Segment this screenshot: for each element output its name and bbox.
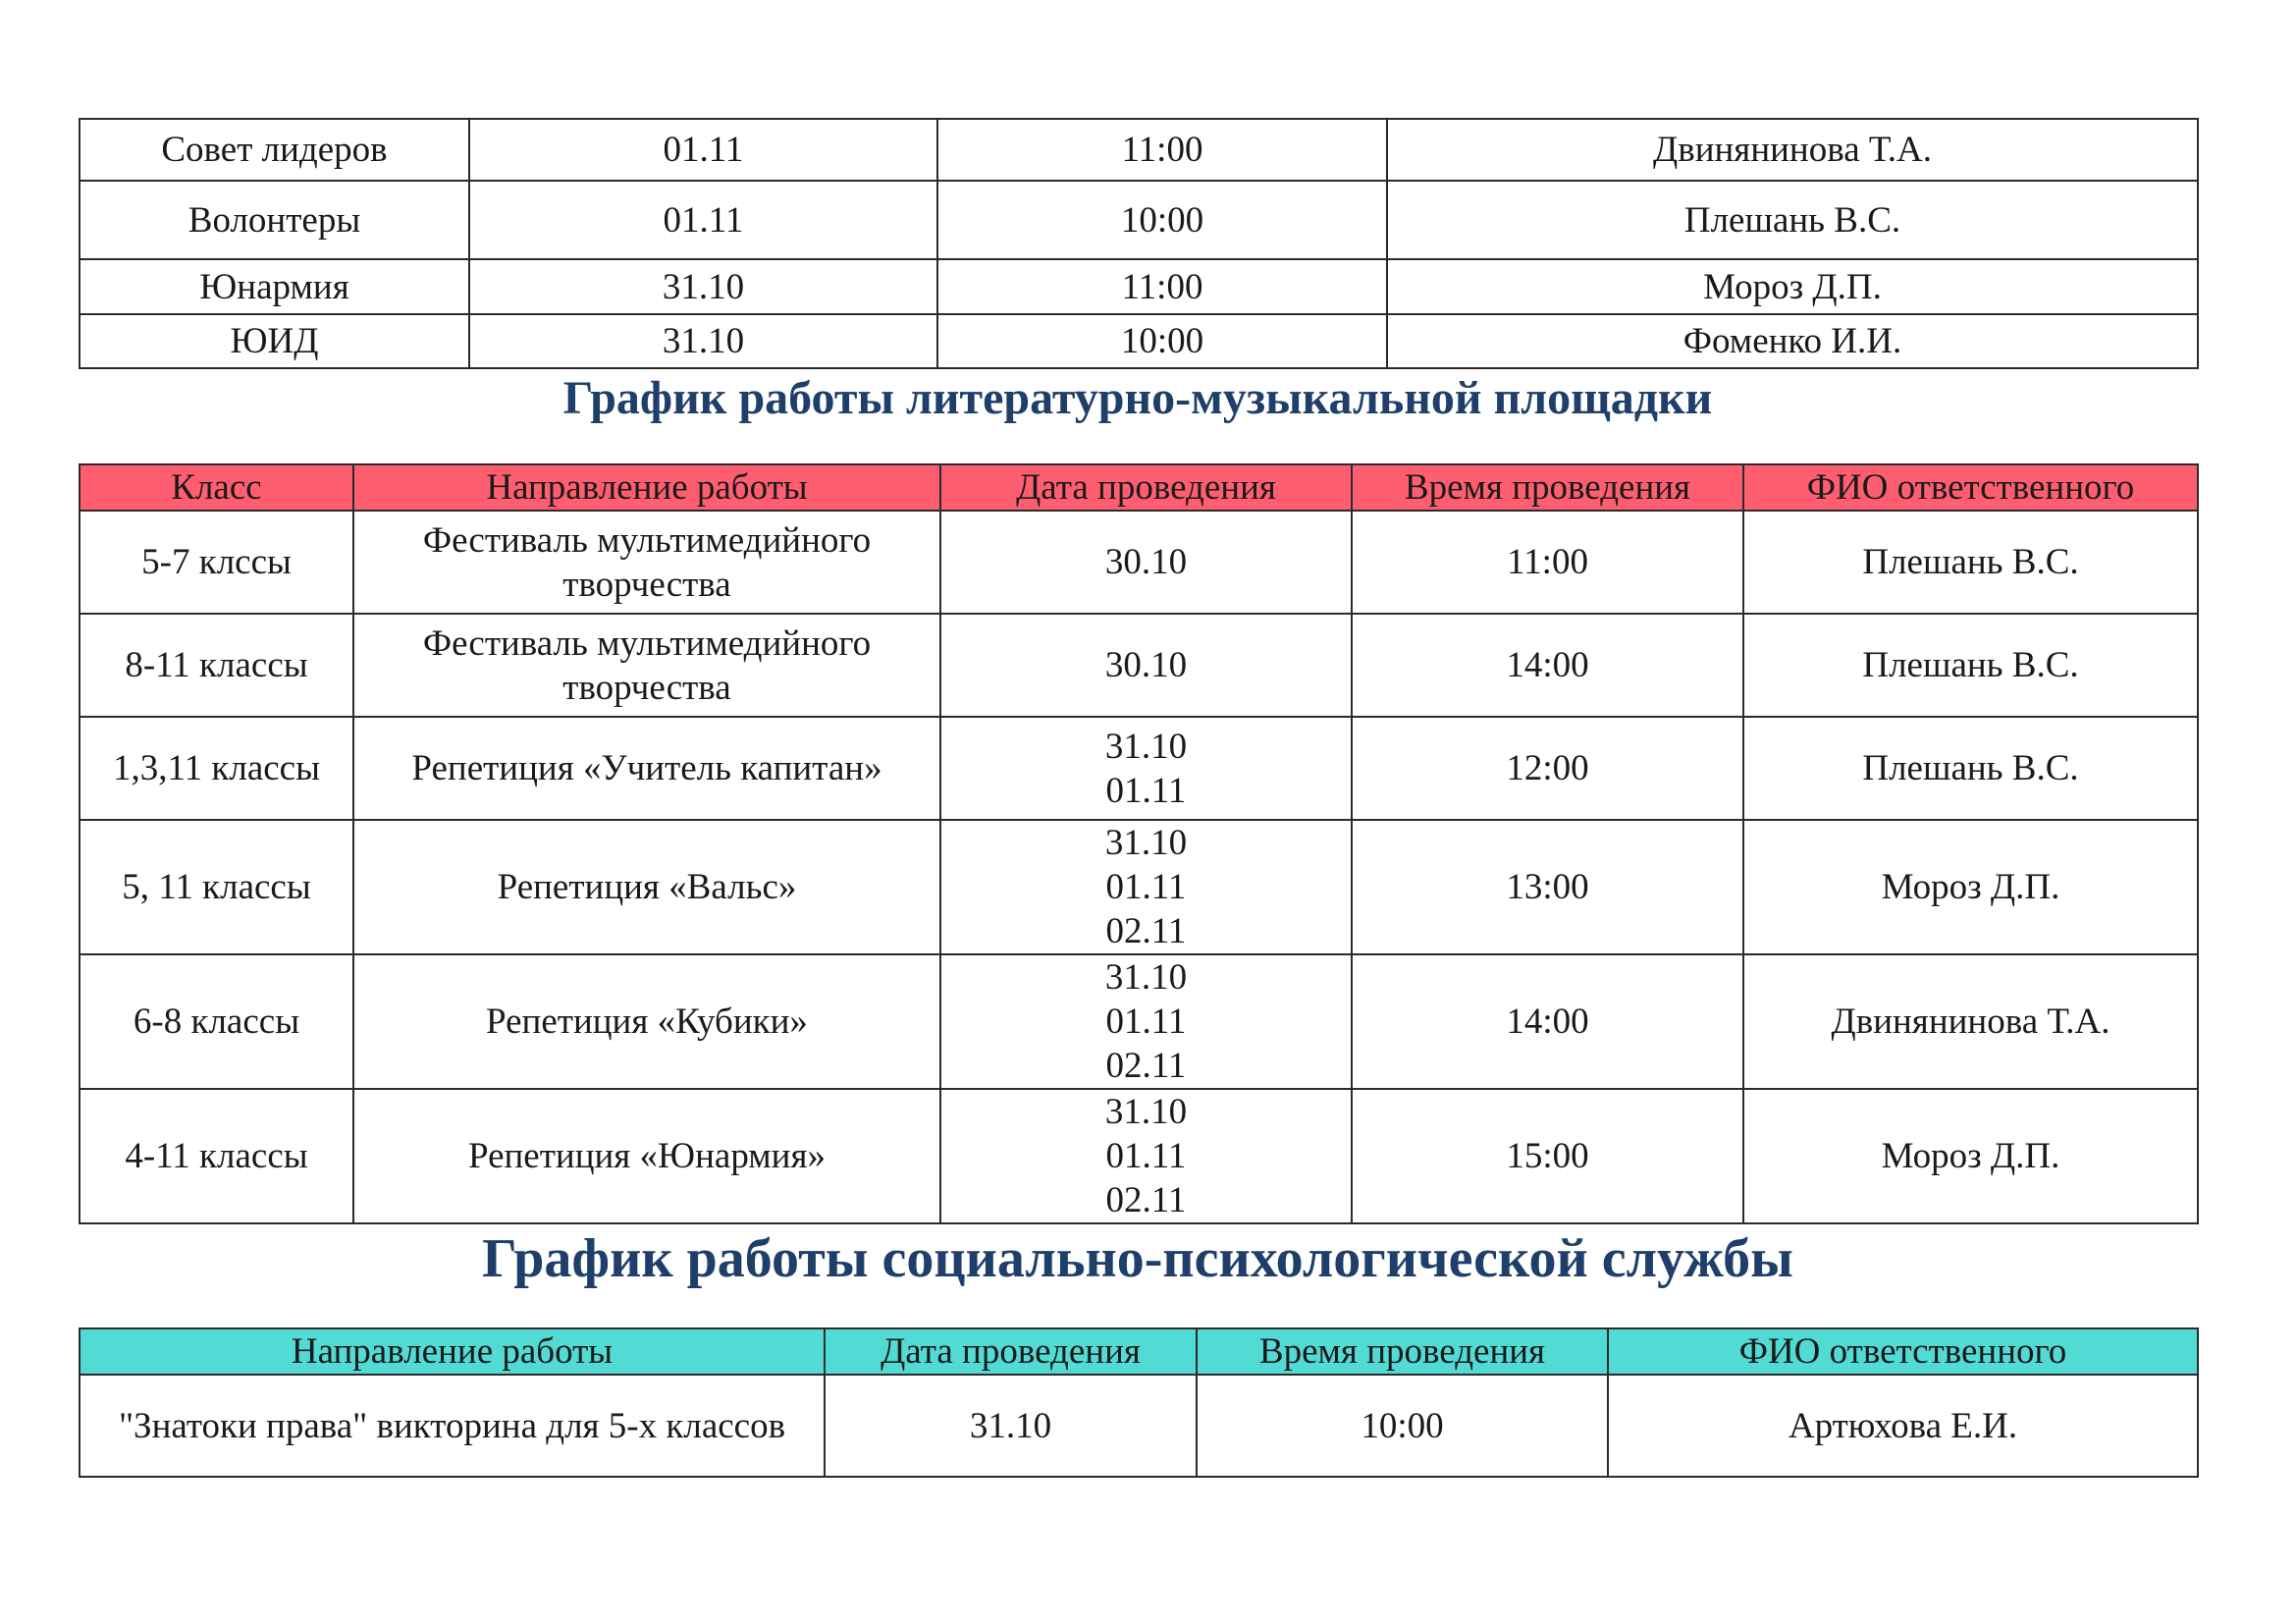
date-cell xyxy=(940,820,1352,954)
club-name-cell: Волонтеры xyxy=(80,181,469,259)
direction-line: Репетиция «Вальс» xyxy=(497,867,797,907)
direction-cell xyxy=(353,1089,940,1223)
club-date-cell: 01.11 xyxy=(469,119,937,181)
club-name-cell: Юнармия xyxy=(80,259,469,314)
date-line: 30.10 xyxy=(1104,542,1188,582)
direction-cell xyxy=(353,954,940,1089)
table-row xyxy=(80,820,2198,954)
direction-cell xyxy=(353,511,940,614)
club-date-cell: 31.10 xyxy=(469,259,937,314)
responsible-cell: Двинянинова Т.А. xyxy=(1743,954,2198,1089)
header-responsible: ФИО ответственного xyxy=(1608,1328,2198,1375)
date-cell: 31.10 xyxy=(825,1375,1197,1477)
responsible-cell: Артюхова Е.И. xyxy=(1608,1375,2198,1477)
time-cell: 14:00 xyxy=(1352,614,1743,717)
direction-line: творчества xyxy=(562,564,731,605)
date-line: 01.11 xyxy=(1105,867,1187,907)
table-row xyxy=(80,511,2198,614)
direction-line: творчества xyxy=(562,667,731,708)
date-cell xyxy=(940,511,1352,614)
direction-cell xyxy=(353,717,940,820)
date-line: 30.10 xyxy=(1104,645,1188,685)
table-row xyxy=(80,1375,2198,1477)
date-cell xyxy=(940,717,1352,820)
direction-line: Фестиваль мультимедийного xyxy=(422,623,872,664)
literary-section-title: График работы литературно-музыкальной площадки xyxy=(562,372,1713,424)
table-row xyxy=(80,259,2198,314)
table-row xyxy=(80,1089,2198,1223)
direction-line: Репетиция «Юнармия» xyxy=(467,1136,826,1176)
date-cell xyxy=(940,954,1352,1089)
date-line: 02.11 xyxy=(1105,1046,1187,1086)
header-class: Класс xyxy=(80,464,353,511)
header-direction: Направление работы xyxy=(353,464,940,511)
club-time-cell: 10:00 xyxy=(937,181,1387,259)
table-row xyxy=(80,717,2198,820)
class-cell: 1,3,11 классы xyxy=(80,717,353,820)
club-responsible-cell: Фоменко И.И. xyxy=(1387,314,2198,368)
club-time-cell: 10:00 xyxy=(937,314,1387,368)
club-responsible-cell: Мороз Д.П. xyxy=(1387,259,2198,314)
club-name-cell: ЮИД xyxy=(80,314,469,368)
table-header-row xyxy=(80,1328,2198,1375)
time-cell: 12:00 xyxy=(1352,717,1743,820)
time-cell: 10:00 xyxy=(1197,1375,1608,1477)
date-line: 01.11 xyxy=(1105,770,1187,811)
date-cell xyxy=(940,1089,1352,1223)
class-cell: 5, 11 классы xyxy=(80,820,353,954)
responsible-cell: Плешань В.С. xyxy=(1743,614,2198,717)
literary-schedule-table xyxy=(79,463,2199,1224)
date-line: 02.11 xyxy=(1105,911,1187,951)
club-responsible-cell: Двинянинова Т.А. xyxy=(1387,119,2198,181)
responsible-cell: Мороз Д.П. xyxy=(1743,1089,2198,1223)
date-line: 01.11 xyxy=(1105,1001,1187,1042)
club-responsible-cell: Плешань В.С. xyxy=(1387,181,2198,259)
club-date-cell: 31.10 xyxy=(469,314,937,368)
table-row xyxy=(80,614,2198,717)
table-row xyxy=(80,954,2198,1089)
direction-line: Фестиваль мультимедийного xyxy=(422,519,872,561)
social-section-title: График работы социально-психологической службы xyxy=(482,1228,1793,1289)
date-line: 31.10 xyxy=(1104,957,1188,998)
table-row xyxy=(80,119,2198,181)
social-schedule-table xyxy=(79,1327,2199,1478)
club-time-cell: 11:00 xyxy=(937,259,1387,314)
table-row xyxy=(80,314,2198,368)
time-cell: 14:00 xyxy=(1352,954,1743,1089)
responsible-cell: Плешань В.С. xyxy=(1743,511,2198,614)
table-row xyxy=(80,181,2198,259)
header-time: Время проведения xyxy=(1197,1328,1608,1375)
responsible-cell: Плешань В.С. xyxy=(1743,717,2198,820)
class-cell: 6-8 классы xyxy=(80,954,353,1089)
class-cell: 5-7 клссы xyxy=(80,511,353,614)
class-cell: 8-11 классы xyxy=(80,614,353,717)
direction-cell xyxy=(353,820,940,954)
header-time: Время проведения xyxy=(1352,464,1743,511)
date-line: 31.10 xyxy=(1104,1092,1188,1132)
direction-cell xyxy=(353,614,940,717)
header-responsible: ФИО ответственного xyxy=(1743,464,2198,511)
date-line: 02.11 xyxy=(1105,1180,1187,1220)
club-name-cell: Совет лидеров xyxy=(80,119,469,181)
table-header-row xyxy=(80,464,2198,511)
date-line: 31.10 xyxy=(1104,823,1188,863)
header-date: Дата проведения xyxy=(940,464,1352,511)
responsible-cell: Мороз Д.П. xyxy=(1743,820,2198,954)
date-line: 31.10 xyxy=(1104,726,1188,767)
direction-line: Репетиция «Кубики» xyxy=(486,1001,808,1042)
direction-line: Репетиция «Учитель капитан» xyxy=(411,748,882,788)
header-direction: Направление работы xyxy=(80,1328,825,1375)
club-date-cell: 01.11 xyxy=(469,181,937,259)
time-cell: 13:00 xyxy=(1352,820,1743,954)
class-cell: 4-11 классы xyxy=(80,1089,353,1223)
time-cell: 15:00 xyxy=(1352,1089,1743,1223)
time-cell: 11:00 xyxy=(1352,511,1743,614)
header-date: Дата проведения xyxy=(825,1328,1197,1375)
direction-cell: "Знатоки права" викторина для 5-х классов xyxy=(80,1375,825,1477)
clubs-schedule-table xyxy=(79,118,2199,369)
date-line: 01.11 xyxy=(1105,1136,1187,1176)
date-cell xyxy=(940,614,1352,717)
club-time-cell: 11:00 xyxy=(937,119,1387,181)
